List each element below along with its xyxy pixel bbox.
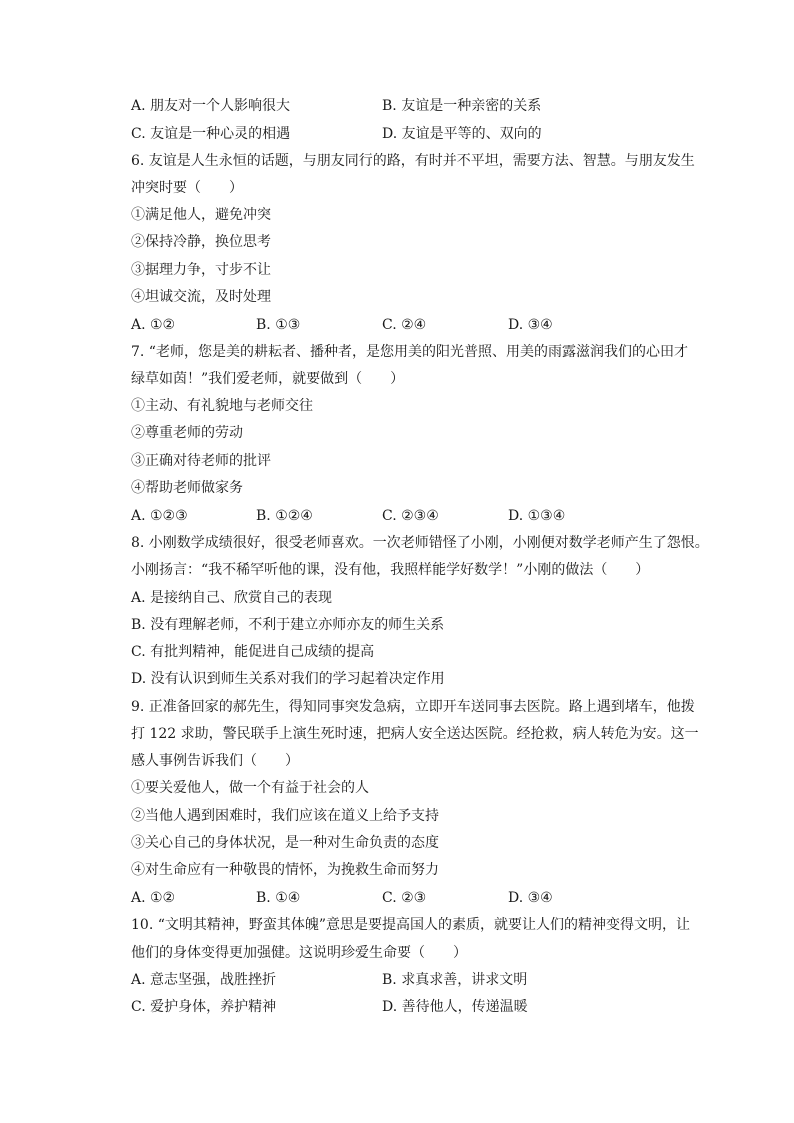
q6-option-d: D. ③④ (508, 317, 553, 333)
q6-options-row (131, 315, 751, 335)
q10-options-row-1 (131, 970, 751, 990)
q8-option-c: C. 有批判精神，能促进自己成绩的提高 (131, 644, 375, 660)
q7-options-row (131, 506, 751, 526)
q6-option-c: C. ②④ (382, 317, 427, 333)
q8-stem-line-1: 8. 小刚数学成绩很好，很受老师喜欢。一次老师错怪了小刚，小刚便对数学老师产生了怨恨。 (131, 535, 709, 551)
q9-option-c: C. ②③ (382, 890, 427, 906)
q7-option-b: B. ①②④ (256, 508, 313, 524)
q7-stem-line-2: 绿草如茵！”我们爱老师，就要做到（ ） (131, 371, 405, 387)
q5-options-row-2 (131, 124, 751, 144)
q9-item-3: ③关心自己的身体状况，是一种对生命负责的态度 (131, 835, 439, 851)
q9-option-d: D. ③④ (508, 890, 553, 906)
q10-option-b: B. 求真求善，讲求文明 (382, 972, 528, 988)
q9-item-1: ①要关爱他人，做一个有益于社会的人 (131, 780, 369, 796)
q5-options-row-1 (131, 96, 751, 116)
q9-stem-line-1: 9. 正准备回家的郝先生，得知同事突发急病，立即开车送同事去医院。路上遇到堵车，他拨 (131, 699, 695, 715)
q7-item-4: ④帮助老师做家务 (131, 480, 243, 496)
q7-option-c: C. ②③④ (382, 508, 439, 524)
q7-item-1: ①主动、有礼貌地与老师交往 (131, 398, 313, 414)
q6-option-b: B. ①③ (256, 317, 301, 333)
q7-option-d: D. ①③④ (508, 508, 566, 524)
q10-options-row-2 (131, 997, 751, 1017)
q7-option-a: A. ①②③ (131, 508, 188, 524)
q7-item-2: ②尊重老师的劳动 (131, 425, 243, 441)
q9-option-a: A. ①② (131, 890, 176, 906)
q8-option-d: D. 没有认识到师生关系对我们的学习起着决定作用 (131, 671, 445, 687)
q6-stem-line-1: 6. 友谊是人生永恒的话题，与朋友同行的路，有时并不平坦，需要方法、智慧。与朋友发生 (131, 153, 695, 169)
q9-item-4: ④对生命应有一种敬畏的情怀，为挽救生命而努力 (131, 862, 439, 878)
q7-item-3: ③正确对待老师的批评 (131, 453, 271, 469)
q9-option-b: B. ①④ (256, 890, 301, 906)
q5-option-a: A. 朋友对一个人影响很大 (131, 98, 291, 114)
q8-option-a: A. 是接纳自己、欣赏自己的表现 (131, 590, 333, 606)
q9-stem-line-3: 感人事例告诉我们（ ） (131, 753, 299, 769)
q10-option-c: C. 爱护身体，养护精神 (131, 999, 277, 1015)
q5-option-d: D. 友谊是平等的、双向的 (382, 126, 542, 142)
q6-option-a: A. ①② (131, 317, 176, 333)
q6-item-1: ①满足他人，避免冲突 (131, 207, 271, 223)
q10-stem-line-2: 他们的身体变得更加强健。这说明珍爱生命要（ ） (131, 945, 467, 961)
q10-option-d: D. 善待他人，传递温暖 (382, 999, 528, 1015)
q9-item-2: ②当他人遇到困难时，我们应该在道义上给予支持 (131, 808, 439, 824)
q5-option-c: C. 友谊是一种心灵的相遇 (131, 126, 291, 142)
q8-stem-line-2: 小刚扬言：“我不稀罕听他的课，没有他，我照样能学好数学！”小刚的做法（ ） (131, 562, 650, 578)
q9-stem-line-2: 打 122 求助，警民联手上演生死时速，把病人安全送达医院。经抢救，病人转危为安。这一 (131, 726, 699, 742)
q9-options-row (131, 888, 751, 908)
q6-item-2: ②保持冷静，换位思考 (131, 234, 271, 250)
q7-stem-line-1: 7. “老师，您是美的耕耘者、播种者，是您用美的阳光普照、用美的雨露滋润我们的心田才 (131, 344, 688, 360)
q10-option-a: A. 意志坚强，战胜挫折 (131, 972, 277, 988)
q6-stem-line-2: 冲突时要（ ） (131, 180, 243, 196)
q6-item-4: ④坦诚交流，及时处理 (131, 289, 271, 305)
q8-option-b: B. 没有理解老师，不利于建立亦师亦友的师生关系 (131, 617, 445, 633)
q6-item-3: ③据理力争，寸步不让 (131, 262, 271, 278)
q10-stem-line-1: 10. “文明其精神，野蛮其体魄”意思是要提高国人的素质，就要让人们的精神变得文明，让 (131, 917, 691, 933)
q5-option-b: B. 友谊是一种亲密的关系 (382, 98, 542, 114)
